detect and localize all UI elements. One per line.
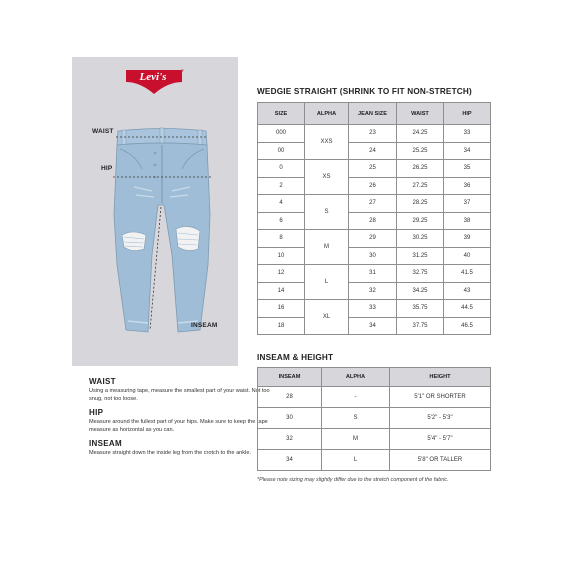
cell-jean-size: 34 <box>349 317 397 335</box>
cell-jean-size: 23 <box>349 125 397 143</box>
cell-waist: 24.25 <box>397 125 444 143</box>
cell-alpha: XL <box>305 300 349 335</box>
table-row <box>258 450 491 471</box>
table-row <box>258 300 491 318</box>
inseam-label: INSEAM <box>191 322 218 329</box>
cell-alpha: L <box>322 450 390 471</box>
cell-alpha: M <box>305 230 349 265</box>
table-row <box>258 265 491 283</box>
cell-waist: 31.25 <box>397 247 444 265</box>
cell-jean-size: 30 <box>349 247 397 265</box>
cell-size: 6 <box>258 212 305 230</box>
cell-jean-size: 31 <box>349 265 397 283</box>
inseam-height-table <box>257 367 491 471</box>
cell-jean-size: 24 <box>349 142 397 160</box>
cell-hip: 34 <box>444 142 491 160</box>
cell-alpha: - <box>322 387 390 408</box>
cell-inseam: 30 <box>258 408 322 429</box>
table-row <box>258 387 491 408</box>
cell-alpha: XXS <box>305 125 349 160</box>
header-alpha: ALPHA <box>305 103 349 125</box>
cell-size: 0 <box>258 160 305 178</box>
hip-instruction <box>89 408 274 434</box>
cell-height: 5'1" OR SHORTER <box>390 387 491 408</box>
inseam-text: Measure straight down the inside leg from the crotch to the ankle. <box>89 450 251 456</box>
cell-waist: 37.75 <box>397 317 444 335</box>
measurement-diagram <box>72 57 238 366</box>
cell-hip: 39 <box>444 230 491 248</box>
cell-alpha: M <box>322 429 390 450</box>
cell-size: 000 <box>258 125 305 143</box>
table-row <box>258 429 491 450</box>
jeans-illustration <box>112 125 212 345</box>
inseam-instruction <box>89 439 274 457</box>
cell-alpha: S <box>322 408 390 429</box>
cell-waist: 34.25 <box>397 282 444 300</box>
cell-jean-size: 27 <box>349 195 397 213</box>
logo-text: Levi's <box>139 71 167 83</box>
cell-jean-size: 29 <box>349 230 397 248</box>
table-row <box>258 195 491 213</box>
cell-waist: 28.25 <box>397 195 444 213</box>
waist-label: WAIST <box>92 128 114 135</box>
cell-hip: 46.5 <box>444 317 491 335</box>
hip-label: HIP <box>101 165 113 172</box>
cell-size: 8 <box>258 230 305 248</box>
cell-inseam: 34 <box>258 450 322 471</box>
header-height: HEIGHT <box>390 368 491 387</box>
hip-heading: HIP <box>89 408 104 417</box>
cell-jean-size: 26 <box>349 177 397 195</box>
header-hip: HIP <box>444 103 491 125</box>
cell-hip: 44.5 <box>444 300 491 318</box>
cell-waist: 27.25 <box>397 177 444 195</box>
cell-hip: 41.5 <box>444 265 491 283</box>
cell-jean-size: 25 <box>349 160 397 178</box>
levis-logo <box>124 68 184 98</box>
table-row <box>258 125 491 143</box>
table-row <box>258 247 491 265</box>
cell-inseam: 32 <box>258 429 322 450</box>
cell-hip: 37 <box>444 195 491 213</box>
table-row <box>258 160 491 178</box>
cell-waist: 35.75 <box>397 300 444 318</box>
cell-size: 4 <box>258 195 305 213</box>
cell-waist: 29.25 <box>397 212 444 230</box>
table-header-row <box>258 368 491 387</box>
header-inseam: INSEAM <box>258 368 322 387</box>
cell-size: 16 <box>258 300 305 318</box>
waist-heading: WAIST <box>89 377 116 386</box>
table-row <box>258 408 491 429</box>
cell-waist: 30.25 <box>397 230 444 248</box>
svg-text:®: ® <box>181 68 184 73</box>
cell-waist: 26.25 <box>397 160 444 178</box>
cell-alpha: S <box>305 195 349 230</box>
cell-waist: 25.25 <box>397 142 444 160</box>
cell-height: 5'8" OR TALLER <box>390 450 491 471</box>
cell-size: 2 <box>258 177 305 195</box>
table-row <box>258 230 491 248</box>
cell-size: 10 <box>258 247 305 265</box>
cell-height: 5'4" - 5'7" <box>390 429 491 450</box>
cell-size: 12 <box>258 265 305 283</box>
cell-hip: 33 <box>444 125 491 143</box>
header-waist: WAIST <box>397 103 444 125</box>
cell-alpha: XS <box>305 160 349 195</box>
cell-size: 14 <box>258 282 305 300</box>
hip-text: Measure around the fullest part of your hips. Make sure to keep the tape measure as horizontal as you can. <box>89 419 268 433</box>
cell-jean-size: 28 <box>349 212 397 230</box>
cell-size: 18 <box>258 317 305 335</box>
cell-size: 00 <box>258 142 305 160</box>
table-row <box>258 177 491 195</box>
cell-hip: 43 <box>444 282 491 300</box>
cell-hip: 38 <box>444 212 491 230</box>
cell-jean-size: 33 <box>349 300 397 318</box>
cell-jean-size: 32 <box>349 282 397 300</box>
cell-inseam: 28 <box>258 387 322 408</box>
header-jean-size: JEAN SIZE <box>349 103 397 125</box>
waist-instruction <box>89 377 274 403</box>
header-alpha: ALPHA <box>322 368 390 387</box>
inseam-heading: INSEAM <box>89 439 122 448</box>
cell-hip: 36 <box>444 177 491 195</box>
cell-hip: 40 <box>444 247 491 265</box>
cell-hip: 35 <box>444 160 491 178</box>
table-row <box>258 142 491 160</box>
cell-alpha: L <box>305 265 349 300</box>
header-size: SIZE <box>258 103 305 125</box>
table-row <box>258 282 491 300</box>
size-chart-table <box>257 102 491 335</box>
stretch-footnote: *Please note sizing may slightly differ due to the stretch component of the fabric. <box>257 477 449 483</box>
cell-height: 5'2" - 5'3" <box>390 408 491 429</box>
waist-text: Using a measuring tape, measure the smallest part of your waist. Not too snug, not too loose. <box>89 388 270 402</box>
table-row <box>258 317 491 335</box>
table-row <box>258 212 491 230</box>
table-header-row <box>258 103 491 125</box>
cell-waist: 32.75 <box>397 265 444 283</box>
size-table-title: WEDGIE STRAIGHT (SHRINK TO FIT NON-STRETCH) <box>257 87 472 96</box>
inseam-table-title: INSEAM & HEIGHT <box>257 353 334 362</box>
